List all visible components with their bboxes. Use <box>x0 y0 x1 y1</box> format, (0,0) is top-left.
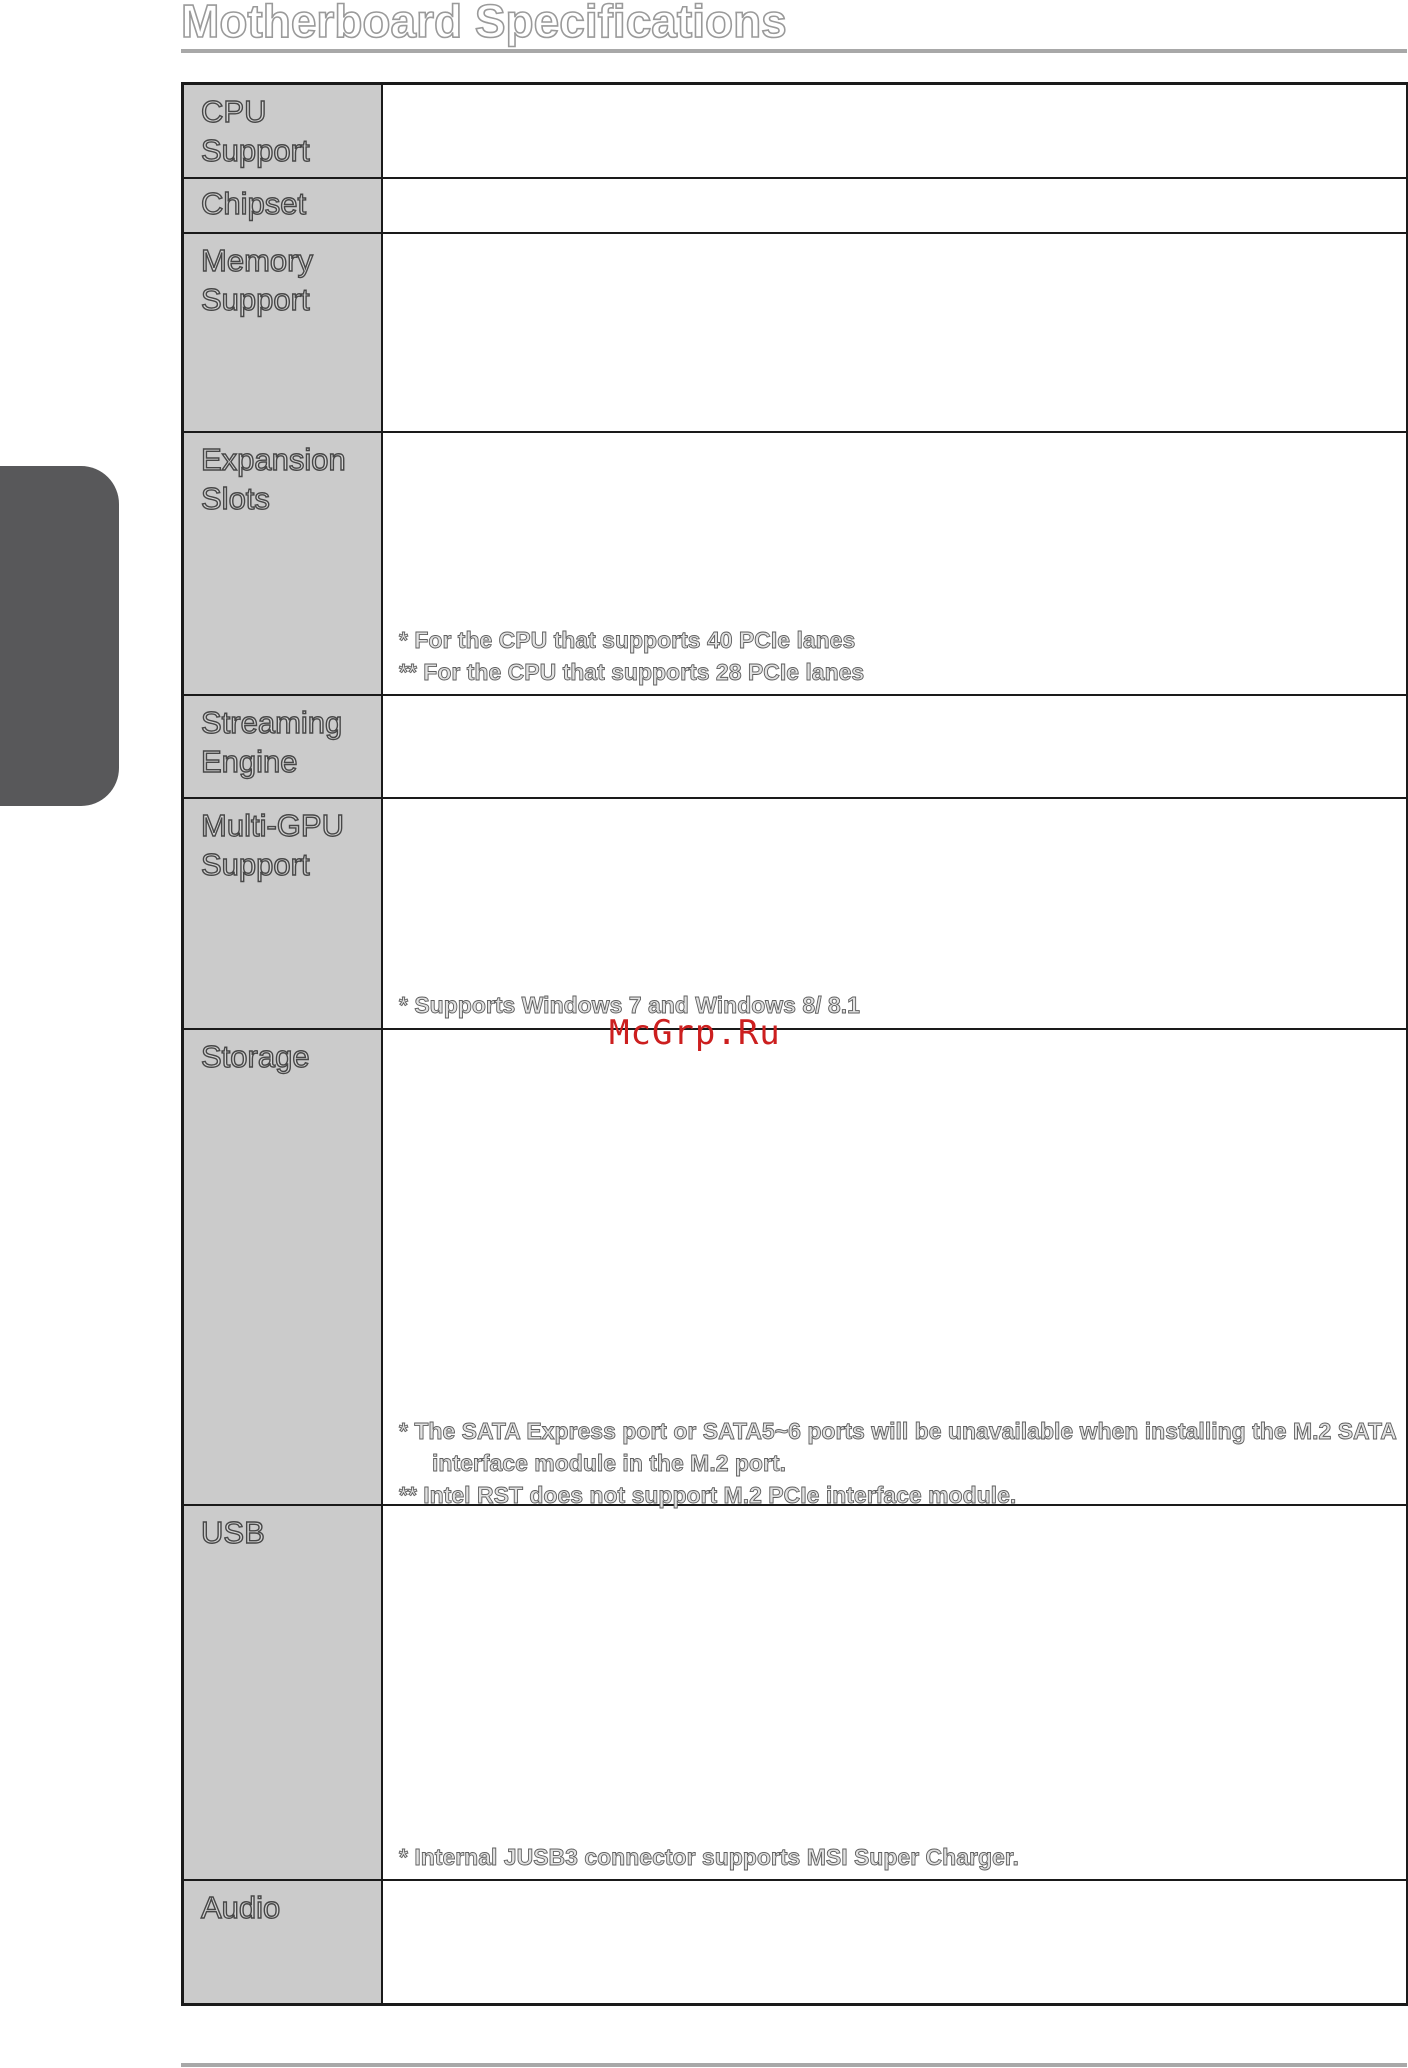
spec-footnote: ** Intel RST does not support M.2 PCIe interface module. <box>399 1482 1017 1508</box>
spec-label: Storage <box>201 1039 310 1074</box>
spec-value-cell <box>383 234 1406 431</box>
spec-value-cell <box>383 1030 1406 1508</box>
spec-footnote: * Supports Windows 7 and Windows 8/ 8.1 <box>399 992 860 1018</box>
spec-footnote: * Internal JUSB3 connector supports MSI Super Charger. <box>399 1844 1019 1870</box>
spec-label-cell <box>184 234 383 431</box>
spec-label-cell <box>184 1506 383 1879</box>
spec-value-cell <box>383 433 1406 694</box>
spec-row-chipset <box>184 179 1406 234</box>
spec-label-cell <box>184 1030 383 1504</box>
spec-footnote: * For the CPU that supports 40 PCIe lanes <box>399 627 856 653</box>
spec-value-cell <box>383 179 1406 232</box>
footer-divider <box>181 2063 1407 2067</box>
spec-label: Chipset <box>201 186 307 221</box>
spec-row-streaming-engine <box>184 696 1406 799</box>
spec-label-cell <box>184 433 383 694</box>
watermark-text: McGrp.Ru <box>609 1013 781 1053</box>
spec-value-cell <box>383 1881 1406 2003</box>
spec-row-cpu-support <box>184 85 1406 179</box>
spec-row-usb <box>184 1506 1406 1881</box>
spec-label: Audio <box>201 1890 281 1925</box>
spec-footnote: * The SATA Express port or SATA5~6 ports will be unavailable when installing the M.2 SATA interface module in the M.2 port. <box>399 1418 1397 1476</box>
spec-value-cell <box>383 1506 1406 1879</box>
section-tab <box>0 466 119 806</box>
spec-label-cell <box>184 179 383 232</box>
spec-row-memory-support <box>184 234 1406 433</box>
spec-value-cell <box>383 696 1406 797</box>
spec-label-cell <box>184 799 383 1028</box>
spec-value-cell <box>383 799 1406 1028</box>
spec-row-expansion-slots <box>184 433 1406 696</box>
spec-label: CPU Support <box>201 94 310 168</box>
spec-row-storage <box>184 1030 1406 1506</box>
spec-label-cell <box>184 85 383 177</box>
page-title: Motherboard Specifications <box>181 0 787 47</box>
specifications-table <box>181 82 1408 2006</box>
spec-label: Multi-GPU Support <box>201 808 344 882</box>
title-divider <box>181 49 1407 53</box>
spec-label: Memory Support <box>201 243 313 317</box>
spec-row-multi-gpu-support <box>184 799 1406 1030</box>
spec-label-cell <box>184 1881 383 2003</box>
spec-footnote: ** For the CPU that supports 28 PCIe lanes <box>399 659 865 685</box>
spec-label: Expansion Slots <box>201 442 346 516</box>
spec-label-cell <box>184 696 383 797</box>
spec-value-cell <box>383 85 1406 177</box>
spec-row-audio <box>184 1881 1406 2003</box>
spec-label: USB <box>201 1515 265 1550</box>
spec-label: Streaming Engine <box>201 705 343 779</box>
